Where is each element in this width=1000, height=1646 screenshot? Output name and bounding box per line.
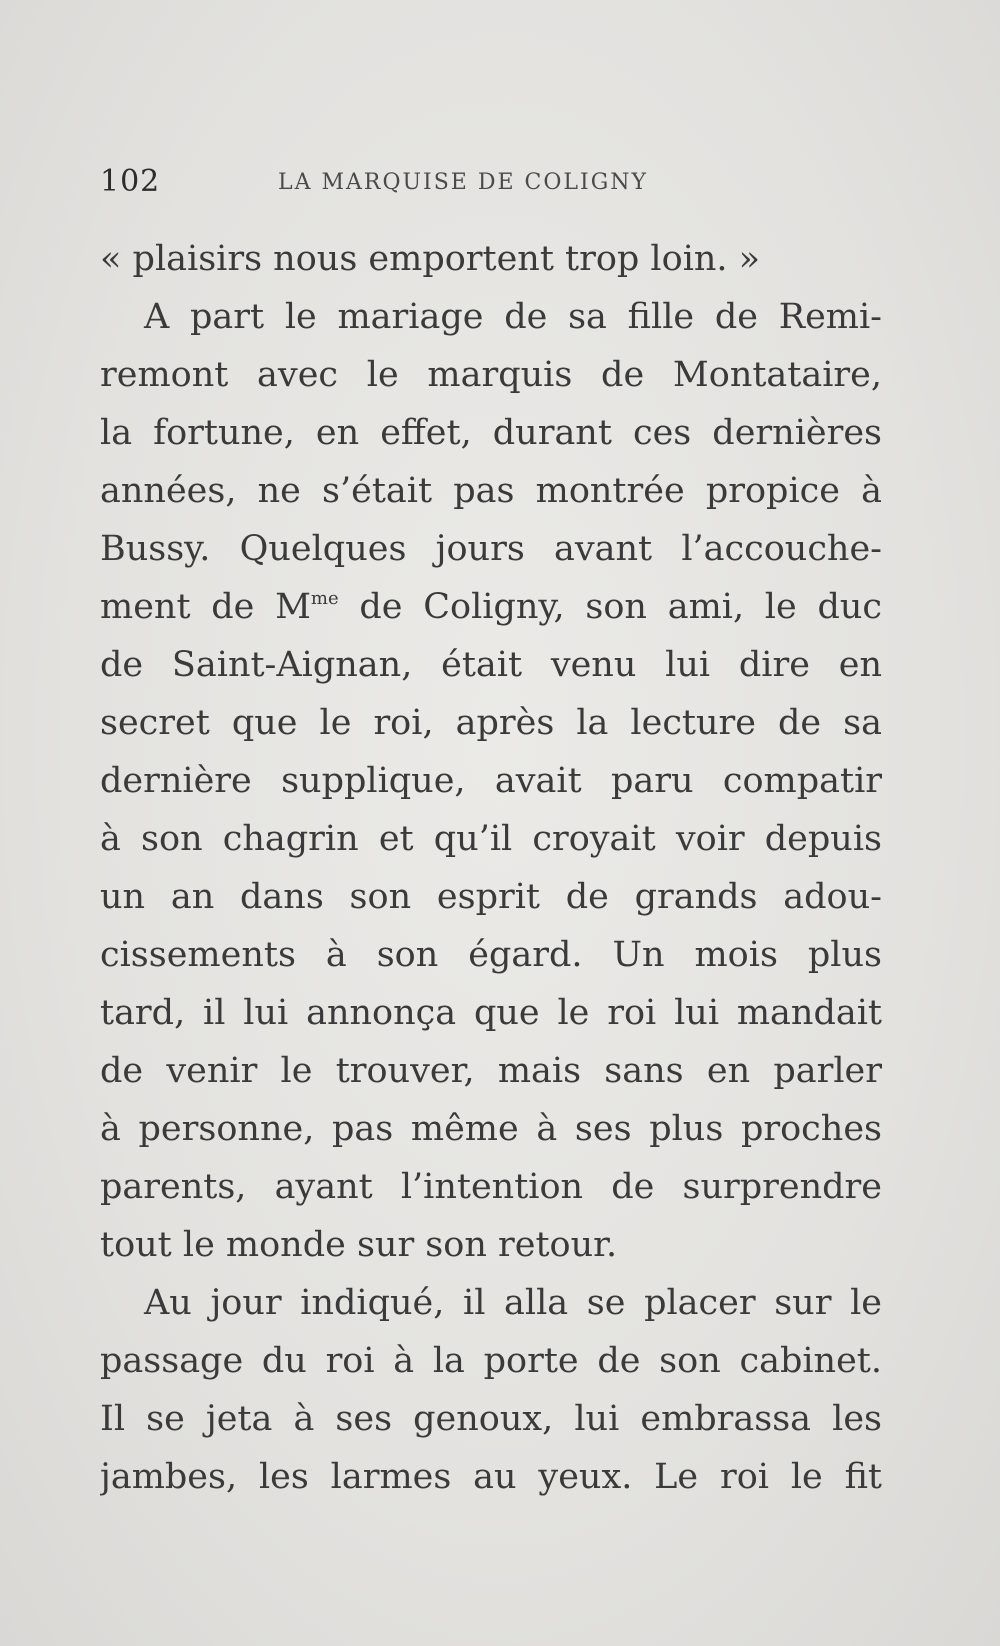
text-line: années, ne s’était pas montrée propice à [100,471,882,511]
page-number: 102 [100,164,161,199]
text-line: un an dans son esprit de grands adou- [100,877,882,917]
superscript: me [310,588,339,609]
text-line: à personne, pas même à ses plus proches [100,1109,882,1149]
text-fragment: de Coligny, son ami, le duc [338,587,882,627]
text-line: A part le mariage de sa fille de Remi- [144,297,882,337]
text-line: Au jour indiqué, il alla se placer sur le [144,1283,882,1323]
running-head [100,164,880,204]
text-line: Bussy. Quelques jours avant l’accouche- [100,529,882,569]
text-line: la fortune, en effet, durant ces dernières [100,413,882,453]
text-line: à son chagrin et qu’il croyait voir depuis [100,819,882,859]
text-line: jambes, les larmes au yeux. Le roi le fit [100,1457,882,1497]
text-line: de Saint-Aignan, était venu lui dire en [100,645,882,685]
text-line: tard, il lui annonça que le roi lui mandait [100,993,882,1033]
text-line: dernière supplique, avait paru compatir [100,761,882,801]
text-line [100,578,882,636]
text-line: cissements à son égard. Un mois plus [100,935,882,975]
text-line: passage du roi à la porte de son cabinet. [100,1341,882,1381]
body-text [100,230,882,1506]
text-line: tout le monde sur son retour. [100,1225,618,1265]
text-line: « plaisirs nous emportent trop loin. » [100,239,761,279]
text-line: Il se jeta à ses genoux, lui embrassa les [100,1399,882,1439]
text-fragment: ment de M [100,587,311,627]
text-line: parents, ayant l’intention de surprendre [100,1167,882,1207]
text-line: secret que le roi, après la lecture de sa [100,703,882,743]
text-line: remont avec le marquis de Montataire, [100,355,882,395]
running-title: LA MARQUISE DE COLIGNY [278,170,649,195]
text-line: de venir le trouver, mais sans en parler [100,1051,882,1091]
